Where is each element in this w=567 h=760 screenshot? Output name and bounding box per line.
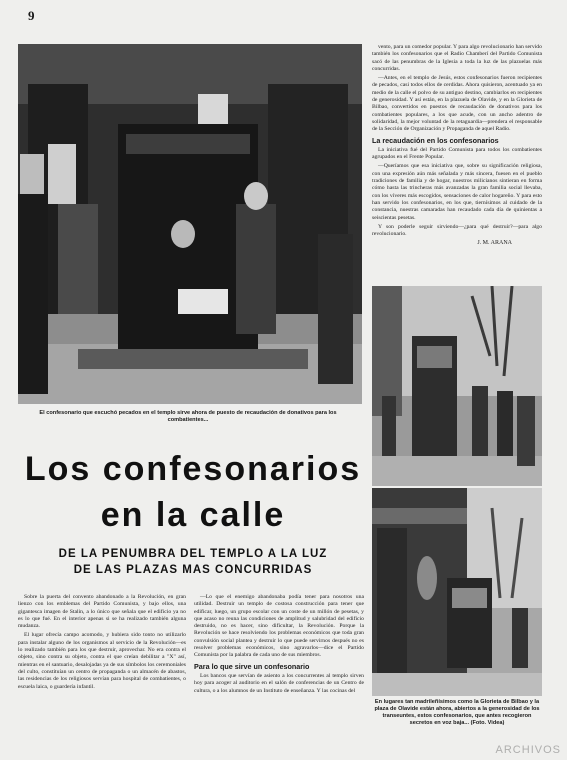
paragraph: Sobre la puerta del convento abandonado a la Revolución, en gran lienzo con los emblemas del Partido Comunista, y bajo ellos, una gigantesca imagen de Stalin, a lo único que señala que el edificio ya no es lo que fué. En el interior apenas si se ha realizado también alguna mudanza. [18,594,186,630]
paragraph: vento, para un comedor popular. Y para algo revolucionario han servido también los confesonarios que el Radio Chamberí del Partido Comunista sacó de las penumbras de la Iglesia a toda la luz de las plazuelas más concurridas. [372,44,542,72]
plaza-olavide-photo [372,488,542,696]
column-2-body [194,594,364,660]
subheadline-line-2: DE LAS PLAZAS MAS CONCURRIDAS [73,564,313,576]
paragraph: La iniciativa fué del Partido Comunista para todos los combatientes agrupados en el Frente Popular. [372,146,542,161]
column-2-section-body [194,673,364,695]
article-column-1 [18,594,186,742]
glorieta-bilbao-photo [372,286,542,486]
paragraph: Y son poderle seguir sirviendo—¿para qué destruir?—para algo revolucionario. [372,223,542,238]
article-column-2 [194,594,364,742]
column-2-section-heading: Para lo que sirve un confesonario [194,661,310,671]
column-3-section-heading: La recaudación en los confesonarios [372,135,499,145]
article-column-3 [372,44,542,282]
main-photo-caption: El confesonario que escuchó pecados en el templo sirve ahora de puesto de recaudación de donativos para los combatientes... [39,410,337,423]
column-3-section-body [372,147,542,239]
main-photo [18,44,362,404]
subheadline-line-1: DE LA PENUMBRA DEL TEMPLO A LA LUZ [58,548,328,560]
paragraph: —Lo que el enemigo abandonaba podía tener para nosotros una utilidad. Destruir un templo de costosa construcción para tener que edificar, luego, un grupo escolar con un coste de un millón de pesetas, y que acaso no reuna las condiciones de amplitud y salubridad del edificio destruido, no es hacer, sino dificultar, la Revolución. Porque la Revolución se hace resolviendo los problemas económicos que toda gran convulsión social plantea y destruir lo que puede servirnos después no es resolver problemas económicos, sino agravarlos—dice el Partido Comunista por la palabra de cada uno de sus miembros. [194,594,364,659]
side-photo-top [372,286,542,486]
archive-watermark: ARCHIVOS [495,744,561,756]
side-caption-credit: (Foto. Videa) [470,720,505,726]
column-1-body [18,594,186,691]
column-3-body [372,44,542,134]
side-photo-bottom [372,488,542,696]
side-photo-caption [372,699,542,727]
side-caption-text: En lugares tan madrileñísimos como la Glorieta de Bilbao y la plaza de Olavide están ahora, abiertos a la generosidad de los transeuntes, estos confesonarios, que antes recogieron secretos en voz baja... [374,699,540,726]
paragraph: —Antes, en el templo de Jesús, estos confesonarios fueron recipientes de pecados, casi todos ellos de cerdidas. Ahora quisieron, acentuado ya en medio de la calle el polvo de su antiguo destino, cambiarlos en recipientes de generosidad. Y así están, en la plazuela de Olavide, y en la Glorieta de Bilbao, convertidos en puestos de recaudación de donativos para los combatientes populares, a los que acude, con un ancho adentro de solidaridad, la mejor voluntad de la retaguardia—prendera el responsable de la Sección de Organización y Propaganda de aquel Radio. [372,75,542,133]
page-number: 9 [28,8,35,23]
paragraph: El lugar ofrecía campo acomodo, y hubiera sido tonto no utilizarlo para instalar alguno de los organismos al servicio de la Revolución—es lo realizado también para los que destruir, aprovechar. No era contra el objeto, sino contra su objeto, contra el que creían debilitar a "X" así, mientras en el santuario, desalojadas ya de sus símbolos los ceremoniales del culto, constituían un centro de propaganda o un almacén de abastos, las residencias de los religiosos servían para hospital de combatientes, o escuela laica, o guardería infantil. [18,632,186,690]
headline-line-2: en la calle [100,496,286,534]
headline-line-1: Los confesonarios [24,450,362,488]
paragraph: —Queríamos que esa iniciativa que, sobre su significación religiosa, con una expresión aún más señalada y más sincera, fuesen en el pueblo tradiciones de familia y de hogar, nuestros milicianos sintieran en forma cómo hasta las trincheras más avanzadas la gran familia social llevaba, con los víveres más escogidos, sensaciones de calor hogareño. Y para esto han servido los confesonarios, en los que, tiernísimos al cuidado de la constancia, nuestras camaradas han recaudado cada día de quinientas a seiscientas pesetas. [372,163,542,221]
author-signature: J. M. ARANA [477,240,512,247]
paragraph: Los bancos que servían de asiento a los concurrentes al templo sirven hoy para acoger al auditorio en el salón de conferencias de un Centro de cultura, o a los alumnos de un Instituto de enseñanza. Y las cocinas del [194,672,364,694]
subheadline [18,546,368,578]
confessional-street-photo [18,44,362,404]
